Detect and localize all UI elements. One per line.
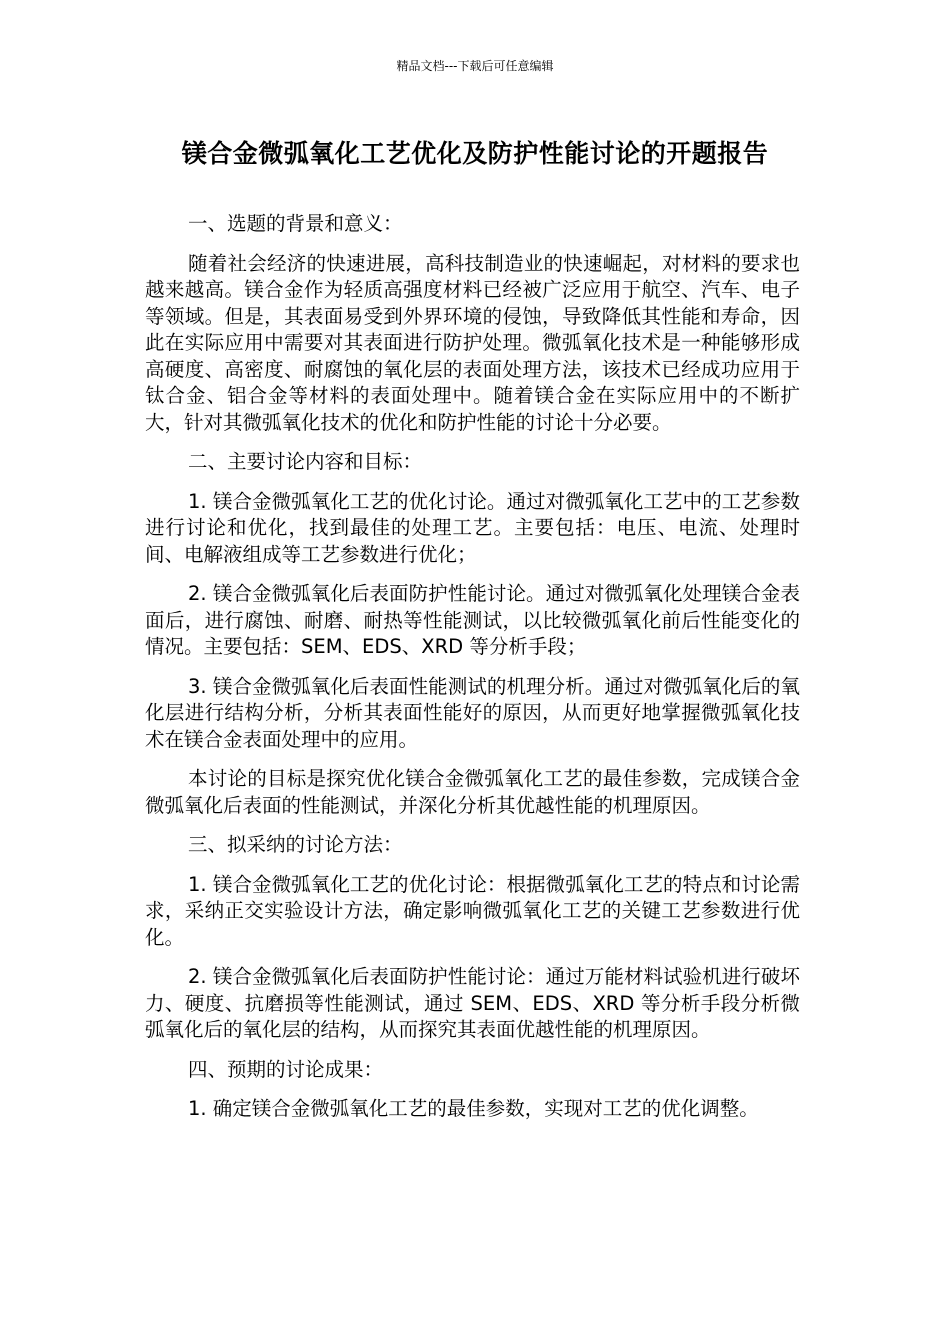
method-item-1: 1. 镁合金微弧氧化工艺的优化讨论：根据微弧氧化工艺的特点和讨论需求，采纳正交实验设计方法，确定影响微弧氧化工艺的关键工艺参数进行优化。 xyxy=(145,872,800,949)
content-item-1: 1. 镁合金微弧氧化工艺的优化讨论。通过对微弧氧化工艺中的工艺参数进行讨论和优化，找到最佳的处理工艺。主要包括：电压、电流、处理时间、电解液组成等工艺参数进行优化； xyxy=(145,489,800,566)
section-heading-results: 四、预期的讨论成果： xyxy=(188,1057,384,1081)
paragraph-background: 随着社会经济的快速进展，高科技制造业的快速崛起，对材料的要求也越来越高。镁合金作为轻质高强度材料已经被广泛应用于航空、汽车、电子等领域。但是，其表面易受到外界环境的侵蚀，导致降低其性能和寿命，因此在实际应用中需要对其表面进行防护处理。微弧氧化技术是一种能够形成高硬度、高密度、耐腐蚀的氧化层的表面处理方法，该技术已经成功应用于钛合金、铝合金等材料的表面处理中。随着镁合金在实际应用中的不断扩大，针对其微弧氧化技术的优化和防护性能的讨论十分必要。 xyxy=(145,251,800,434)
section-heading-methods: 三、拟采纳的讨论方法： xyxy=(188,833,403,856)
content-item-3: 3. 镁合金微弧氧化后表面性能测试的机理分析。通过对微弧氧化后的氧化层进行结构分析，分析其表面性能好的原因，从而更好地掌握微弧氧化技术在镁合金表面处理中的应用。 xyxy=(145,674,800,751)
method-item-2: 2. 镁合金微弧氧化后表面防护性能讨论：通过万能材料试验机进行破坏力、硬度、抗磨损等性能测试，通过 SEM、EDS、XRD 等分析手段分析微弧氧化后的氧化层的结构，从而探究其表面优越性能的机理原因。 xyxy=(145,965,800,1041)
content-item-2: 2. 镁合金微弧氧化后表面防护性能讨论。通过对微弧氧化处理镁合金表面后，进行腐蚀、耐磨、耐热等性能测试，以比较微弧氧化前后性能变化的情况。主要包括：SEM、EDS、XRD 等分析手段； xyxy=(145,582,800,658)
header-note: 精品文档---下载后可任意编辑 xyxy=(396,59,554,73)
result-item-1: 1. 确定镁合金微弧氧化工艺的最佳参数，实现对工艺的优化调整。 xyxy=(188,1097,759,1120)
document-title: 镁合金微弧氧化工艺优化及防护性能讨论的开题报告 xyxy=(181,139,769,168)
section-heading-background: 一、选题的背景和意义： xyxy=(188,212,403,235)
section-heading-content: 二、主要讨论内容和目标： xyxy=(188,450,423,473)
paragraph-goal: 本讨论的目标是探究优化镁合金微弧氧化工艺的最佳参数，完成镁合金微弧氧化后表面的性能测试，并深化分析其优越性能的机理原因。 xyxy=(145,767,800,817)
document-body xyxy=(145,211,800,1136)
